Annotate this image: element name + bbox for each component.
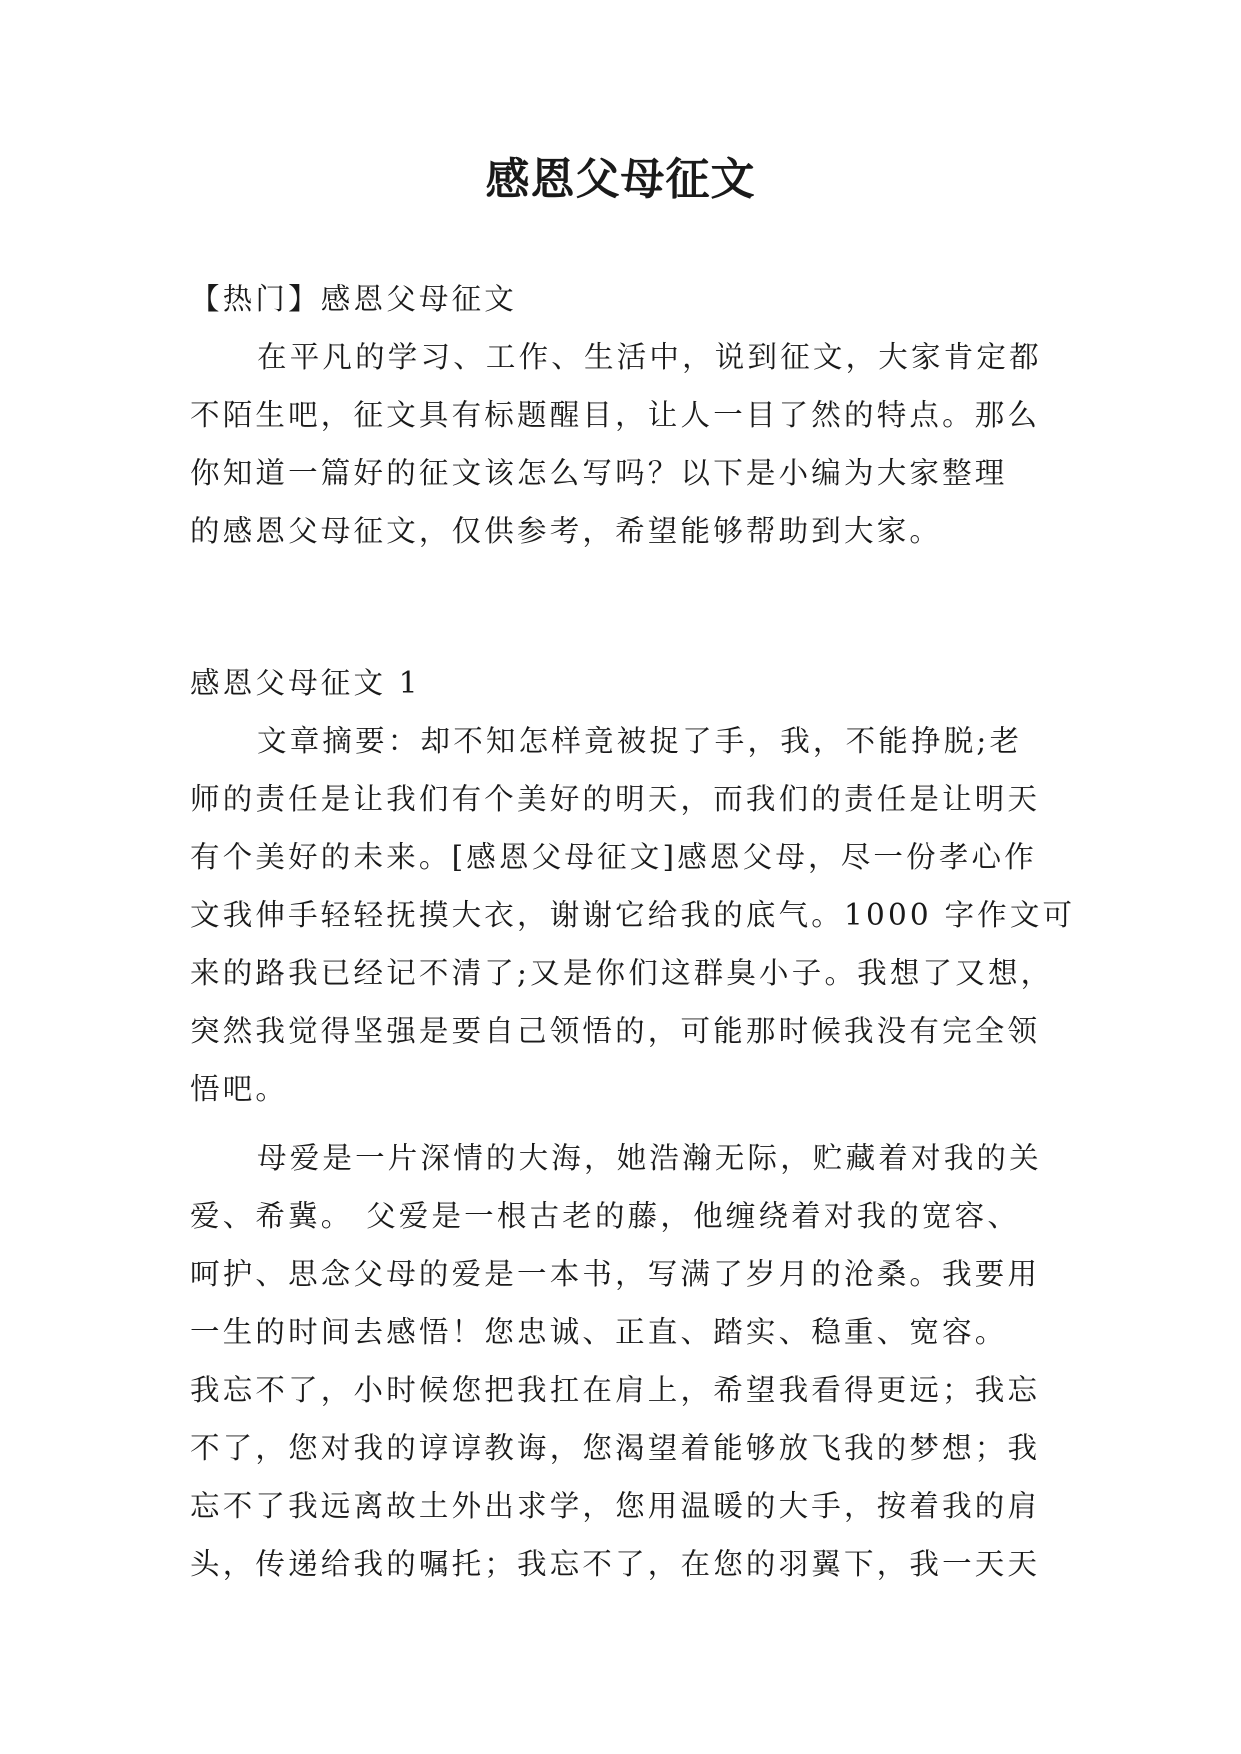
text-line: 呵护、思念父母的爱是一本书，写满了岁月的沧桑。我要用 (190, 1257, 1041, 1291)
text-line: 你知道一篇好的征文该怎么写吗？以下是小编为大家整理 (190, 456, 1008, 490)
section-heading: 感恩父母征文 1 (190, 666, 421, 700)
paragraph-2 (190, 1129, 1060, 1593)
text-line: 悟吧。 (190, 1072, 289, 1106)
text-line: 爱、希冀。 父爱是一根古老的藤，他缠绕着对我的宽容、 (190, 1199, 1021, 1233)
spacer (190, 1118, 1060, 1129)
text-line: 来的路我已经记不清了;又是你们这群臭小子。我想了又想， (190, 956, 1054, 990)
spacer (190, 560, 1060, 654)
text-line: 不了，您对我的谆谆教诲，您渴望着能够放飞我的梦想；我 (190, 1431, 1041, 1465)
paragraph-1 (190, 712, 1076, 1118)
text-line: 师的责任是让我们有个美好的明天，而我们的责任是让明天 (190, 782, 1041, 816)
text-line: 不陌生吧，征文具有标题醒目，让人一目了然的特点。那么 (190, 398, 1041, 432)
document-title: 感恩父母征文 (485, 154, 756, 205)
text-line: 一生的时间去感悟！您忠诚、正直、踏实、稳重、宽容。 (190, 1315, 1008, 1349)
text-line: 我忘不了，小时候您把我扛在肩上，希望我看得更远；我忘 (190, 1373, 1041, 1407)
subtitle: 【热门】感恩父母征文 (190, 282, 518, 316)
text-line: 母爱是一片深情的大海，她浩瀚无际，贮藏着对我的关 (257, 1141, 1042, 1175)
text-line: 有个美好的未来。[感恩父母征文]感恩父母，尽一份孝心作 (190, 840, 1037, 874)
text-line: 的感恩父母征文，仅供参考，希望能够帮助到大家。 (190, 514, 943, 548)
text-line: 忘不了我远离故土外出求学，您用温暖的大手，按着我的肩 (190, 1489, 1041, 1523)
text-line: 突然我觉得坚强是要自己领悟的，可能那时候我没有完全领 (190, 1014, 1041, 1048)
document-body (190, 270, 1076, 1593)
text-line: 文我伸手轻轻抚摸大衣，谢谢它给我的底气。1000 字作文可 (190, 898, 1076, 932)
text-line: 头，传递给我的嘱托；我忘不了，在您的羽翼下，我一天天 (190, 1547, 1041, 1581)
text-line: 文章摘要：却不知怎样竟被捉了手，我，不能挣脱;老 (257, 724, 1023, 758)
intro-paragraph (190, 328, 1060, 560)
text-line: 在平凡的学习、工作、生活中，说到征文，大家肯定都 (257, 340, 1042, 374)
